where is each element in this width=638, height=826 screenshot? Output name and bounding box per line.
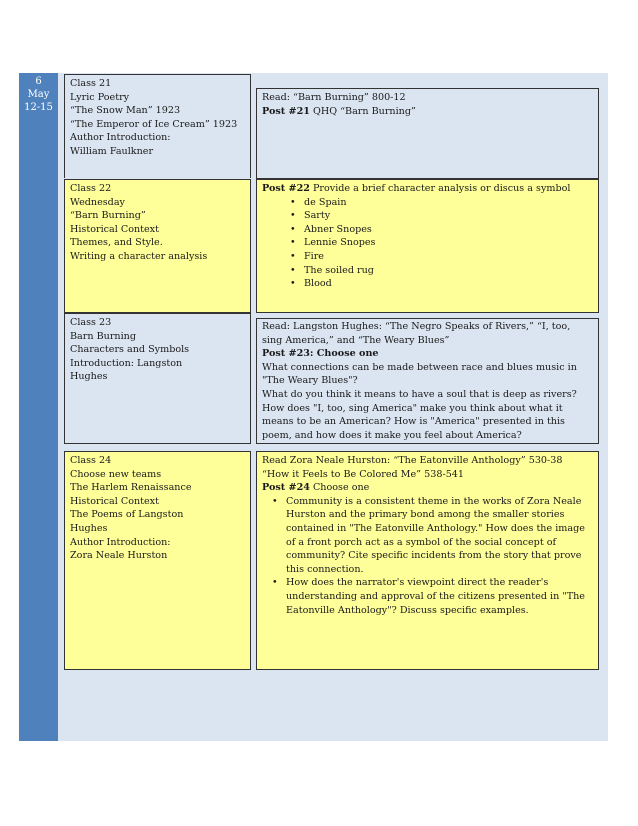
post-23-question: What do you think it means to have a soul that is deep as rivers? (262, 388, 577, 400)
class-22-line: Class 22 (70, 183, 112, 194)
class-21-line: Author Introduction: (70, 132, 171, 144)
class-23-line: Characters and Symbols (70, 344, 190, 356)
bullet-item: • Blood (304, 277, 593, 291)
class-24-line: Choose new teams (70, 468, 162, 480)
class-23-line: Barn Burning (70, 330, 136, 342)
bullet-item: • The soiled rug (304, 264, 593, 278)
class-21-reading: Read: “Barn Burning” 800-12 (262, 92, 406, 103)
post-23-label: Post #23: Choose one (262, 348, 379, 360)
class-24-assignment-cell (256, 451, 599, 670)
bullet-item: • Community is a consistent theme in the works of Zora Neale Hurston and the primary bond among the smaller stories contained in "The Eatonville Anthology." How does the image of a front porch act as a symbol of the social concept of community? Cite specific incidents from the story that prove this connection. (286, 495, 593, 577)
class-22-line: Writing a character analysis (70, 250, 208, 262)
week-month: May (27, 89, 50, 100)
post-24-text: Choose one (309, 482, 370, 494)
class-24-line: The Poems of Langston (70, 509, 184, 521)
post-22-line (262, 182, 593, 196)
class-21-cell (64, 74, 251, 178)
bullet-item: • Sarty (304, 209, 593, 223)
class-22-line: “Barn Burning” (70, 210, 146, 222)
class-22-line: Wednesday (70, 196, 125, 208)
class-24-line: Hughes (70, 522, 108, 534)
class-24-reading: Read Zora Neale Hurston: “The Eatonville Anthology” 530-38 (262, 455, 563, 466)
class-21-line: “The Snow Man” 1923 (70, 105, 181, 117)
class-24-cell (64, 451, 251, 670)
class-24-line: Historical Context (70, 495, 159, 507)
class-22-line: Historical Context (70, 223, 159, 235)
class-22-assignment-cell (256, 179, 599, 313)
post-24-line (262, 481, 593, 495)
class-23-line: Introduction: Langston (70, 357, 183, 369)
class-24-reading: “How it Feels to Be Colored Me” 538-541 (262, 468, 465, 480)
class-23-line: Hughes (70, 371, 108, 383)
post-23-question: How does "I, too, sing America" make you think about what it means to be an American? How is "America" presented in this poem, and how does it make you feel about America? (262, 402, 565, 441)
post-22-text: Provide a brief character analysis or discus a symbol (309, 183, 571, 194)
bullet-item: • Abner Snopes (304, 223, 593, 237)
class-21-assignment-cell (256, 88, 599, 179)
week-column (19, 73, 58, 741)
bullet-item: • Lennie Snopes (304, 236, 593, 250)
class-21-line: Lyric Poetry (70, 91, 130, 103)
class-21-line: Class 21 (70, 78, 112, 89)
class-23-line: Class 23 (70, 317, 112, 328)
post-24-label: Post #24 (262, 482, 310, 494)
class-23-cell (64, 313, 251, 444)
post-21-label: Post #21 (262, 105, 310, 117)
post-21-text: QHQ “Barn Burning” (309, 105, 416, 117)
bullet-item: • Fire (304, 250, 593, 264)
bullet-item: • de Spain (304, 196, 593, 210)
class-24-line: Author Introduction: (70, 536, 171, 548)
class-21-line: William Faulkner (70, 145, 154, 157)
week-days: 12-15 (24, 102, 53, 113)
class-22-line: Themes, and Style. (70, 237, 163, 249)
week-number: 6 (35, 76, 42, 87)
class-21-line: “The Emperor of Ice Cream” 1923 (70, 118, 238, 130)
post-21-line (262, 105, 593, 119)
class-24-line: Class 24 (70, 455, 112, 466)
post-23-question: What connections can be made between race and blues music in "The Weary Blues"? (262, 361, 577, 387)
class-24-line: The Harlem Renaissance (70, 482, 192, 494)
post-22-label: Post #22 (262, 183, 310, 194)
class-23-assignment-cell (256, 318, 599, 444)
class-23-reading: Read: Langston Hughes: “The Negro Speaks of Rivers,” “I, too, sing America,” and “The Weary Blues” (262, 321, 571, 346)
bullet-item: • How does the narrator's viewpoint direct the reader's understanding and approval of the citizens presented in "The Eatonville Anthology"? Discuss specific examples. (286, 576, 593, 617)
class-22-cell (64, 179, 251, 313)
class-24-line: Zora Neale Hurston (70, 550, 168, 562)
